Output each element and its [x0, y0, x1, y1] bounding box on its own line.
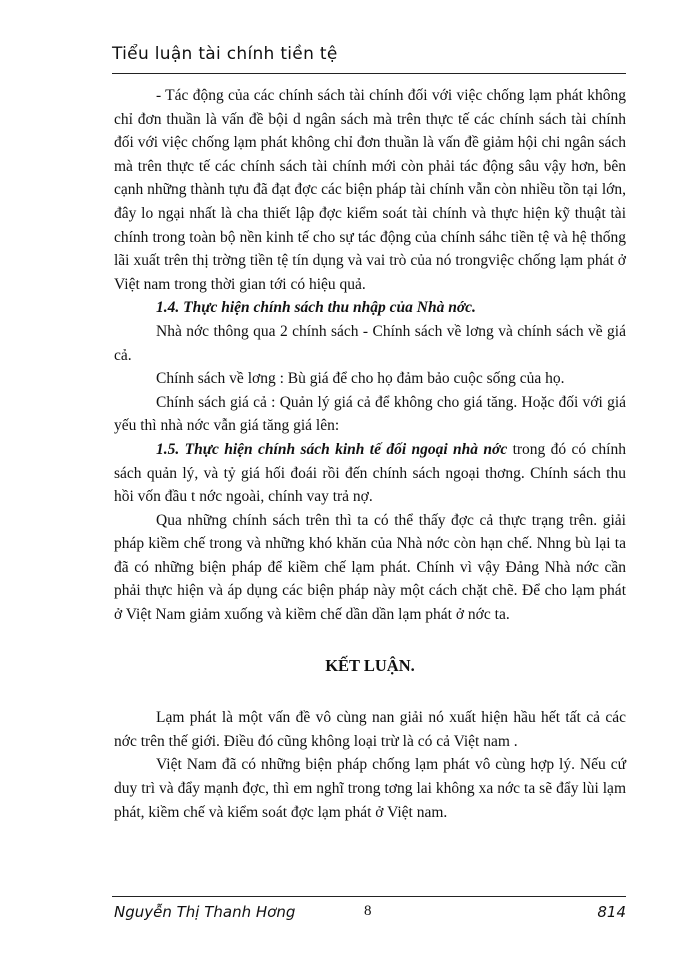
section-1-4-heading: 1.4. Thực hiện chính sách thu nhập của Nhà nớc.: [156, 299, 476, 317]
conclusion-title: KẾT LUẬN.: [325, 655, 415, 675]
section-1-4-paragraph-3: Chính sách giá cả : Quản lý giá cả để không cho giá tăng. Hoặc đối với giá yếu thì nhà nớc vẫn giá tăng giá lên:: [114, 393, 626, 435]
intro-paragraph: - Tác động của các chính sách tài chính đối với việc chống lạm phát không chỉ đơn thuần là vấn đề bội d ngân sách mà trên thực tế các chính sách tài chính đối với việc chống lạm phát không chỉ đơn thuần là vấn đề giảm hội chi ngân sách mà trên thực tế các chính sách tài chính mới còn phải tác động sâu vậy hơn, bên cạnh những thành tựu đã đạt đợc các biện pháp tài chính vẫn còn nhiều tồn tại lớn, đây lo ngại nhất là cha thiết lập đợc kiểm soát tài chính và thực hiện kỹ thuật tài chính trong toàn bộ nền kinh tế cho sự tác động của chính sáhc tiền tệ và hệ thống lãi xuất trên thị trờng tiền tệ tín dụng và vai trò của nó trongviệc chống lạm phát ở Việt nam trong thời gian tới có hiệu quả.: [114, 87, 626, 293]
page-footer: [114, 903, 626, 925]
footer-page-number: 8: [364, 903, 372, 919]
document-body: [114, 84, 626, 824]
section-1-4-paragraph-2: Chính sách về lơng : Bù giá để cho họ đảm bảo cuộc sống của họ.: [156, 370, 565, 388]
header-divider: [112, 73, 626, 74]
section-1-5-text: trong đó có chính sách quản lý, và tỷ giá hối đoái rồi đến chính sách ngoại thơng. Chính sách thu hồi vốn đầu t nớc ngoài, chính vay trả nợ.: [114, 440, 626, 506]
footer-divider: [112, 896, 626, 897]
footer-author: Nguyễn Thị Thanh Hơng: [114, 903, 296, 921]
page-header-title: Tiểu luận tài chính tiền tệ: [112, 44, 338, 64]
summary-paragraph: Qua những chính sách trên thì ta có thể thấy đợc cả thực trạng trên. giải pháp kiềm chế trong và những khó khăn của Nhà nớc còn hạn chế. Nhng bù lại ta đã có những biện pháp để kiềm chế lạm phát. Chính vì vậy Đảng Nhà nớc cần phải thực hiện và áp dụng các biện pháp này một cách chặt chẽ. Để cho lạm phát ở Việt Nam giảm xuống và kiềm chế dần dần lạm phát ở nớc ta.: [114, 511, 626, 624]
footer-code: 814: [597, 903, 626, 921]
conclusion-paragraph-2: Việt Nam đã có những biện pháp chống lạm phát vô cùng hợp lý. Nếu cứ duy trì và đẩy mạnh đợc, thì em nghĩ trong tơng lai không xa nớc ta sẽ đẩy lùi lạm phát, kiềm chế và kiểm soát đợc lạm phát ở Việt nam.: [114, 756, 626, 821]
section-1-5-paragraph: [114, 438, 626, 509]
section-1-5-heading: 1.5. Thực hiện chính sách kinh tế đối ngoại nhà nớc: [156, 440, 508, 458]
conclusion-paragraph-1: Lạm phát là một vấn đề vô cùng nan giải nó xuất hiện hầu hết tất cả các nớc trên thế giới. Điều đó cũng không loại trừ là có cả Việt nam .: [114, 709, 626, 750]
section-1-4-paragraph-1: Nhà nớc thông qua 2 chính sách - Chính sách về lơng và chính sách về giá cả.: [114, 322, 626, 364]
